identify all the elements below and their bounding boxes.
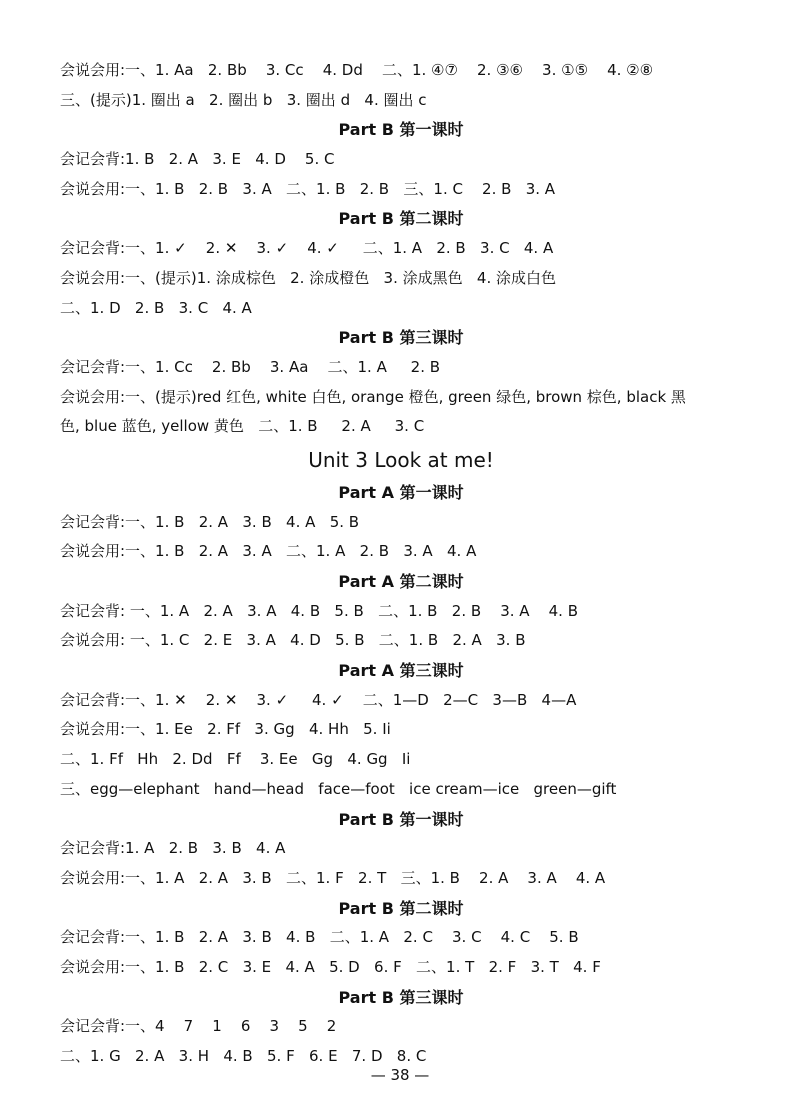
answer-line: 会说会用:一、1. Ee 2. Ff 3. Gg 4. Hh 5. Ii (60, 720, 391, 739)
answer-line: 二、1. Ff Hh 2. Dd Ff 3. Ee Gg 4. Gg Ii (60, 750, 411, 769)
section-heading: Part B 第一课时 (338, 120, 464, 140)
answer-line: 二、1. D 2. B 3. C 4. A (60, 298, 252, 317)
answer-line: 会记会背:一、1. Cc 2. Bb 3. Aa 二、1. A 2. B (60, 357, 441, 376)
section-heading: Part B 第三课时 (338, 987, 464, 1007)
answer-line: 会记会背:一、1. ✓ 2. ✕ 3. ✓ 4. ✓ 二、1. A 2. B 3. C 4. A (60, 239, 554, 258)
unit-title: Unit 3 Look at me! (308, 447, 494, 472)
answer-line: 会记会背: 一、1. A 2. A 3. A 4. B 5. B 二、1. B 2. B 3. A 4. B (60, 601, 579, 620)
answer-line: 会记会背:1. A 2. B 3. B 4. A (60, 839, 286, 858)
answer-line: 会记会背:一、4 7 1 6 3 5 2 (60, 1017, 337, 1036)
section-heading: Part B 第一课时 (338, 809, 464, 829)
answer-line: 会说会用:一、1. B 2. B 3. A 二、1. B 2. B 三、1. C 2. B 3. A (60, 179, 556, 198)
page-number: — 38 — (370, 1066, 430, 1084)
section-heading: Part B 第三课时 (338, 328, 464, 348)
answer-line: 三、(提示)1. 圈出 a 2. 圈出 b 3. 圈出 d 4. 圈出 c (60, 90, 427, 109)
section-heading: Part B 第二课时 (338, 898, 464, 918)
answer-line: 会说会用:一、(提示)1. 涂成棕色 2. 涂成橙色 3. 涂成黑色 4. 涂成白色 (60, 268, 556, 287)
answer-line: 会说会用: 一、1. C 2. E 3. A 4. D 5. B 二、1. B 2. A 3. B (60, 631, 526, 650)
answer-line: 色, blue 蓝色, yellow 黄色 二、1. B 2. A 3. C (60, 417, 425, 436)
section-heading: Part A 第三课时 (338, 661, 464, 681)
answer-line: 会说会用:一、1. B 2. C 3. E 4. A 5. D 6. F 二、1. T 2. F 3. T 4. F (60, 957, 601, 976)
section-heading: Part A 第一课时 (338, 482, 464, 502)
answer-line: 会说会用:一、1. Aa 2. Bb 3. Cc 4. Dd 二、1. ④⑦ 2. ③⑥ 3. ①⑤ 4. ②⑧ (60, 61, 654, 79)
section-heading: Part B 第二课时 (338, 209, 464, 229)
section-heading: Part A 第二课时 (338, 572, 464, 591)
answer-line: 会记会背:1. B 2. A 3. E 4. D 5. C (60, 150, 335, 169)
answer-line: 会说会用:一、1. A 2. A 3. B 二、1. F 2. T 三、1. B 2. A 3. A 4. A (60, 868, 606, 887)
answer-line: 会说会用:一、(提示)red 红色, white 白色, orange 橙色, green 绿色, brown 棕色, black 黑 (60, 387, 686, 406)
answer-line: 会记会背:一、1. B 2. A 3. B 4. A 5. B (60, 512, 360, 531)
answer-line: 会记会背:一、1. ✕ 2. ✕ 3. ✓ 4. ✓ 二、1—D 2—C 3—B 4—A (60, 690, 577, 709)
answer-line: 会说会用:一、1. B 2. A 3. A 二、1. A 2. B 3. A 4. A (60, 542, 477, 561)
answer-line: 会记会背:一、1. B 2. A 3. B 4. B 二、1. A 2. C 3. C 4. C 5. B (60, 928, 579, 947)
answer-line: 二、1. G 2. A 3. H 4. B 5. F 6. E 7. D 8. C (60, 1047, 427, 1065)
answer-line: 三、egg—elephant hand—head face—foot ice cream—ice green—gift (60, 779, 617, 798)
